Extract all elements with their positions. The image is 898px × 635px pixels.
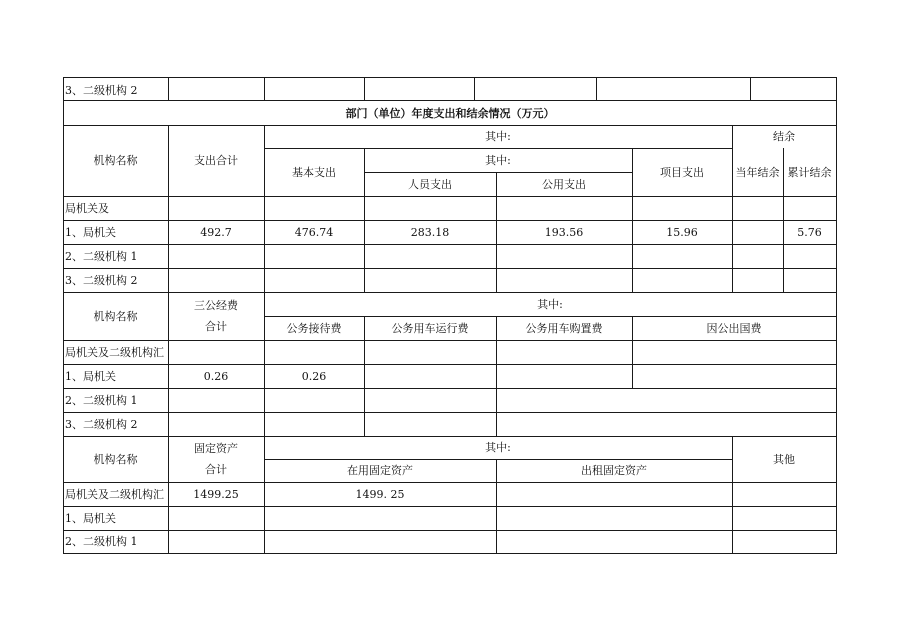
header-three-public-total-line1: 三公经费	[194, 299, 238, 312]
header-in-use-assets: 在用固定资产	[347, 464, 413, 477]
header-current-balance: 当年结余	[735, 165, 780, 179]
rule	[63, 77, 837, 78]
rule	[168, 77, 169, 100]
rule	[63, 268, 837, 269]
in-use-assets-value: 1499. 25	[355, 487, 405, 501]
header-basic-expenditure: 基本支出	[292, 165, 336, 179]
header-of-which-sub: 其中:	[485, 153, 511, 167]
rule	[596, 77, 597, 100]
org-name-cell: 2、二级机构 1	[65, 249, 138, 263]
fixed-assets-total-value: 1499.25	[193, 487, 239, 501]
header-org-name: 机构名称	[93, 452, 138, 466]
org-name-cell: 局机关及二级机构汇	[65, 345, 164, 359]
personnel-expenditure-value: 283.18	[410, 225, 450, 239]
rule	[63, 553, 837, 554]
header-vehicle-operation-fee: 公务用车运行费	[391, 321, 469, 335]
org-name-cell: 1、局机关	[65, 225, 116, 239]
rule	[63, 412, 837, 413]
three-public-total-value: 0.26	[203, 369, 229, 383]
org-name-cell: 3、二级机构 2	[65, 417, 138, 431]
rule	[63, 530, 837, 531]
rule	[63, 244, 837, 245]
org-name-cell: 2、二级机构 1	[65, 393, 138, 407]
org-name-cell: 1、局机关	[65, 369, 116, 383]
header-org-name: 机构名称	[93, 309, 138, 323]
rule	[364, 77, 365, 100]
project-expenditure-value: 15.96	[666, 225, 698, 239]
public-expenditure-value: 193.56	[544, 225, 584, 239]
header-overseas-fee: 因公出国费	[706, 321, 762, 335]
header-reception-fee: 公务接待费	[286, 321, 342, 335]
header-of-which: 其中:	[485, 130, 511, 143]
rule	[63, 506, 837, 507]
header-total-expenditure: 支出合计	[194, 154, 238, 167]
header-cumulative-balance: 累计结余	[787, 165, 832, 179]
rule	[63, 340, 837, 341]
reception-fee-value: 0.26	[301, 369, 327, 383]
header-public-expenditure: 公用支出	[542, 177, 586, 191]
rule	[63, 388, 837, 389]
total-expenditure-value: 492.7	[200, 225, 232, 239]
header-fixed-assets-total	[168, 436, 264, 482]
rule	[750, 77, 751, 100]
header-three-public-total-line2: 合计	[205, 320, 227, 333]
header-personnel-expenditure: 人员支出	[408, 177, 452, 191]
header-fixed-assets-total-line2: 合计	[205, 463, 227, 476]
cumulative-balance-value: 5.76	[797, 225, 822, 239]
org-name-cell: 3、二级机构 2	[65, 273, 138, 287]
rule	[63, 196, 837, 197]
org-name-cell: 局机关及	[65, 201, 109, 215]
header-org-name: 机构名称	[93, 154, 138, 167]
rule	[264, 77, 265, 100]
header-three-public-total	[168, 292, 264, 340]
section-title: 部门（单位）年度支出和结余情况（万元）	[345, 106, 555, 120]
header-leased-assets: 出租固定资产	[581, 464, 647, 477]
rule	[474, 77, 475, 100]
header-fixed-assets-total-line1: 固定资产	[194, 442, 238, 455]
org-name-cell: 2、二级机构 1	[65, 535, 138, 548]
header-of-which: 其中:	[537, 297, 563, 311]
org-name-cell: 1、局机关	[65, 511, 116, 525]
org-name-cell: 局机关及二级机构汇	[65, 487, 164, 501]
header-vehicle-purchase-fee: 公务用车购置费	[525, 321, 603, 335]
basic-expenditure-value: 476.74	[294, 225, 334, 239]
header-project-expenditure: 项目支出	[660, 165, 704, 179]
org-name-cell: 3、二级机构 2	[65, 83, 138, 97]
header-of-which: 其中:	[485, 441, 511, 454]
header-balance: 结余	[773, 130, 795, 143]
header-other: 其他	[773, 452, 795, 466]
